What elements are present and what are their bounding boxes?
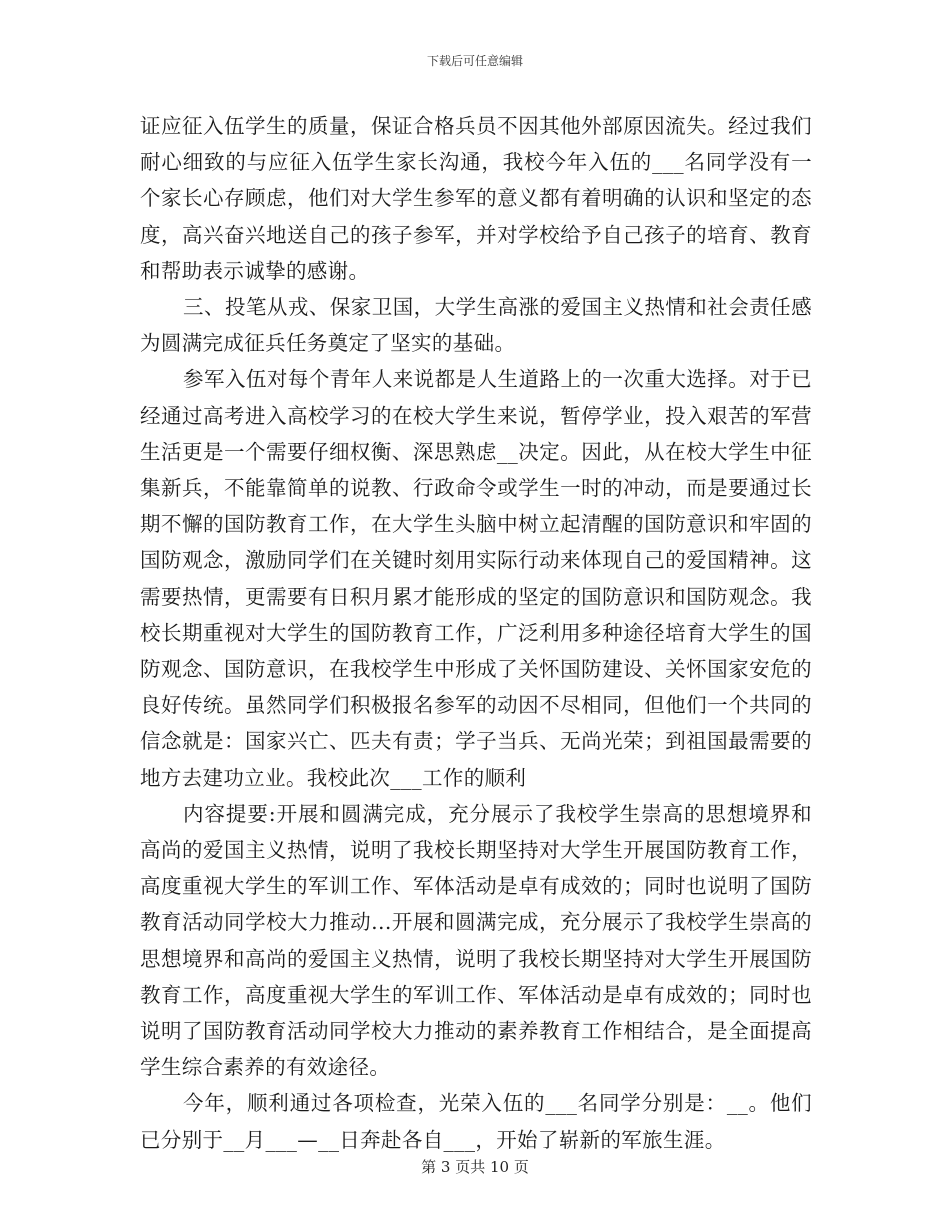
document-body [140, 108, 812, 1158]
paragraph-4: 内容提要:开展和圆满完成，充分展示了我校学生崇高的思想境界和高尚的爱国主义热情，说明了我校长期坚持对大学生开展国防教育工作，高度重视大学生的军训工作、军体活动是卓有成效的；同时也说明了国防教育活动同学校大力推动...开展和圆满完成，充分展示了我校学生崇高的思想境界和高尚的爱国主义热情，说明了我校长期坚持对大学生开展国防教育工作，高度重视大学生的军训工作、军体活动是卓有成效的；同时也说明了国防教育活动同学校大力推动的素养教育工作相结合，是全面提高学生综合素养的有效途径。 [140, 801, 812, 1080]
paragraph-2: 三、投笔从戎、保家卫国，大学生高涨的爱国主义热情和社会责任感为圆满完成征兵任务奠定了坚实的基础。 [140, 295, 812, 356]
page-footer: 第 3 页共 10 页 [421, 1158, 529, 1176]
paragraph-1: 证应征入伍学生的质量，保证合格兵员不因其他外部原因流失。经过我们耐心细致的与应征入伍学生家长沟通，我校今年入伍的___名同学没有一个家长心存顾虑，他们对大学生参军的意义都有着明确的认识和坚定的态度，高兴奋兴地送自己的孩子参军，并对学校给予自己孩子的培育、教育和帮助表示诚挚的感谢。 [140, 114, 812, 283]
paragraph-5: 今年，顺利通过各项检查，光荣入伍的___名同学分别是：__。他们已分别于__月___—__日奔赴各自___，开始了崭新的军旅生涯。 [140, 1091, 812, 1152]
paragraph-3: 参军入伍对每个青年人来说都是人生道路上的一次重大选择。对于已经通过高考进入高校学习的在校大学生来说，暂停学业，投入艰苦的军营生活更是一个需要仔细权衡、深思熟虑__决定。因此，从在校大学生中征集新兵，不能靠简单的说教、行政命令或学生一时的冲动，而是要通过长期不懈的国防教育工作，在大学生头脑中树立起清醒的国防意识和牢固的国防观念，激励同学们在关键时刻用实际行动来体现自己的爱国精神。这需要热情，更需要有日积月累才能形成的坚定的国防意识和国防观念。我校长期重视对大学生的国防教育工作，广泛利用多种途径培育大学生的国防观念、国防意识，在我校学生中形成了关怀国防建设、关怀国家安危的良好传统。虽然同学们积极报名参军的动因不尽相同，但他们一个共同的信念就是：国家兴亡、匹夫有责；学子当兵、无尚光荣；到祖国最需要的地方去建功立业。我校此次___工作的顺利 [140, 367, 812, 790]
page-header: 下载后可任意编辑 [426, 54, 523, 68]
